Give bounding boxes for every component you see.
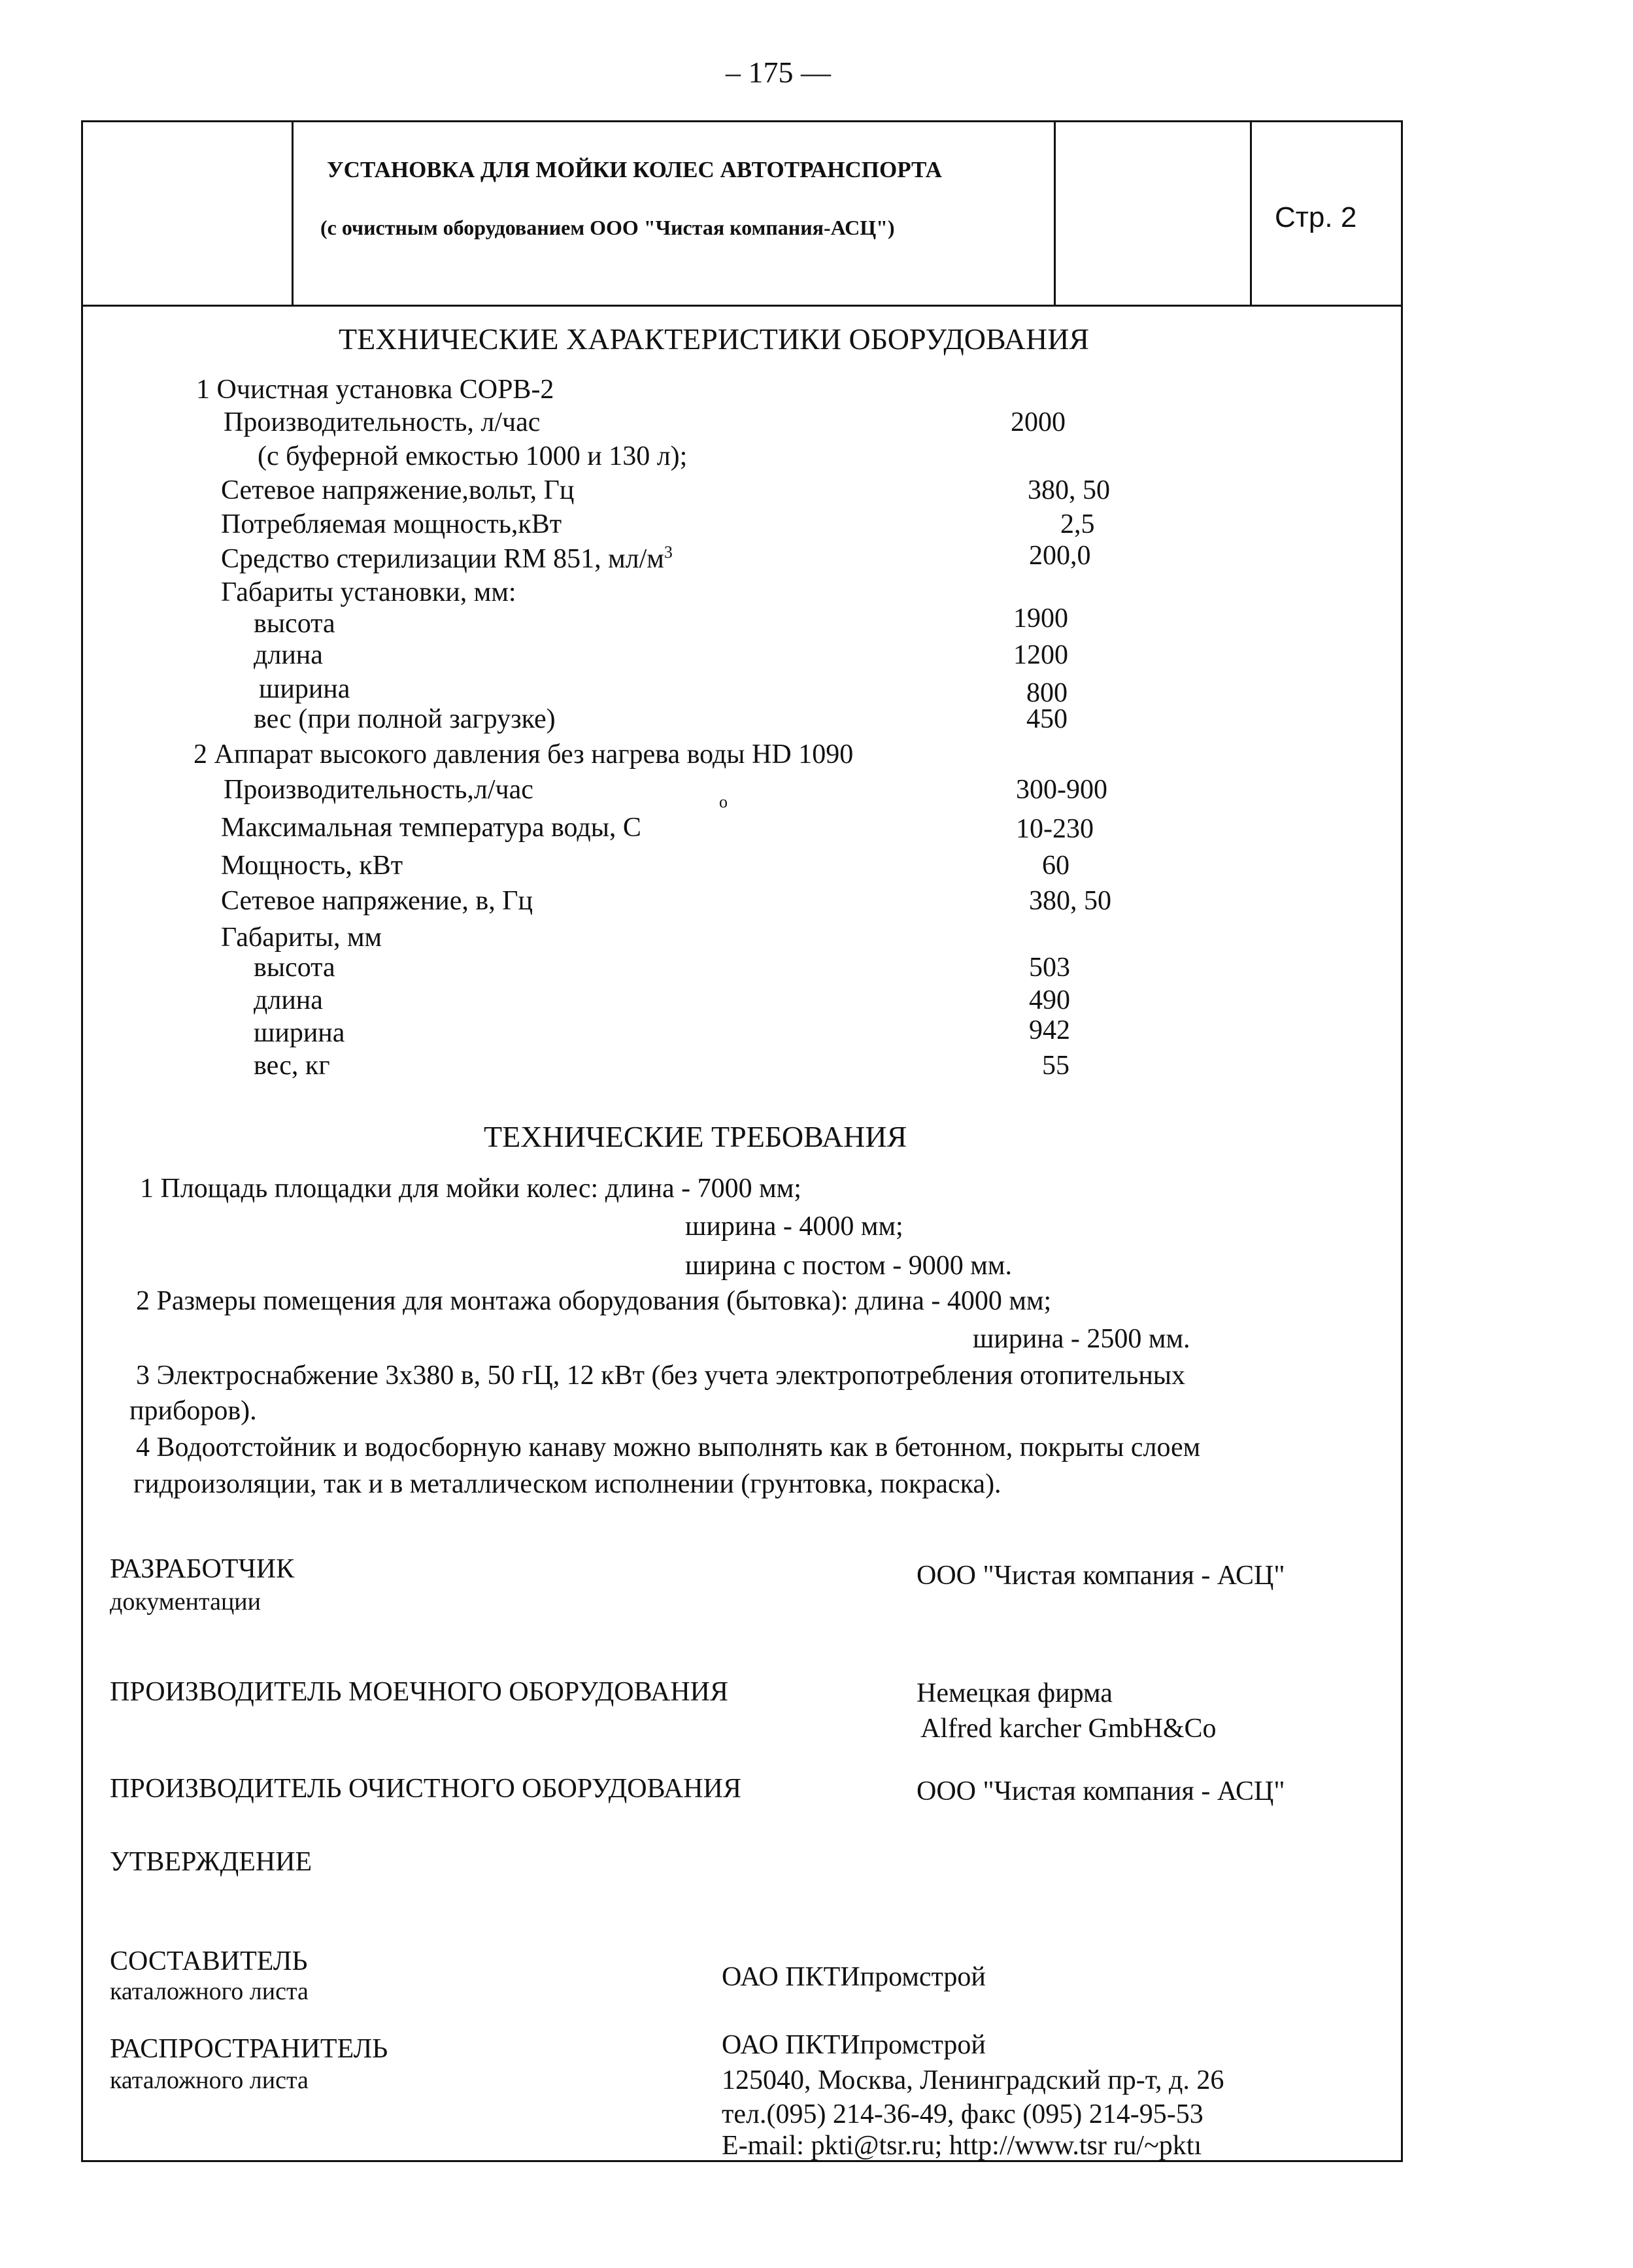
distributor-value: ОАО ПКТИпромстрой — [722, 2030, 986, 2060]
spec-label: Производительность,л/час — [224, 775, 533, 805]
requirement-item: ширина - 4000 мм; — [685, 1211, 903, 1242]
developer-sublabel: документации — [110, 1588, 261, 1616]
header-divider — [81, 305, 1403, 307]
spec-item-title: 1 Очистная установка СОРВ-2 — [196, 375, 554, 405]
spec-value: 300-900 — [1016, 775, 1107, 805]
spec-label: ширина — [254, 1018, 345, 1048]
header-divider-vertical — [292, 120, 294, 306]
spec-label: Габариты, мм — [221, 922, 382, 953]
spec-value: 2000 — [1011, 407, 1066, 437]
clean-manufacturer-label: ПРОИЗВОДИТЕЛЬ ОЧИСТНОГО ОБОРУДОВАНИЯ — [110, 1774, 741, 1804]
spec-value: 1200 — [1013, 640, 1068, 670]
distributor-contacts: E-mail: pkti@tsr.ru; http://www.tsr ru/~pktı — [722, 2131, 1202, 2161]
spec-value: 450 — [1026, 704, 1068, 734]
spec-label: Габариты установки, мм: — [221, 577, 516, 607]
wash-manufacturer-label: ПРОИЗВОДИТЕЛЬ МОЕЧНОГО ОБОРУДОВАНИЯ — [110, 1677, 729, 1707]
requirements-heading: ТЕХНИЧЕСКИЕ ТРЕБОВАНИЯ — [484, 1120, 907, 1153]
header-title: УСТАНОВКА ДЛЯ МОЙКИ КОЛЕС АВТОТРАНСПОРТА — [327, 157, 942, 182]
requirement-item: 1 Площадь площадки для мойки колес: длина - 7000 мм; — [140, 1174, 801, 1204]
spec-value: 380, 50 — [1029, 886, 1111, 916]
spec-value: 55 — [1042, 1051, 1069, 1081]
spec-label-text: Средство стерилизации RM 851, мл/м — [221, 544, 664, 574]
header-page-label: Стр. 2 — [1275, 201, 1357, 233]
requirement-item: 2 Размеры помещения для монтажа оборудования (бытовка): длина - 4000 мм; — [136, 1286, 1052, 1316]
requirement-item: гидроизоляции, так и в металлическом исполнении (грунтовка, покраска). — [133, 1469, 1002, 1499]
spec-label: Максимальная температура воды, С — [221, 813, 641, 843]
spec-label: высота — [254, 609, 335, 639]
requirement-item: ширина с постом - 9000 мм. — [685, 1251, 1012, 1281]
distributor-label: РАСПРОСТРАНИТЕЛЬ — [110, 2034, 388, 2064]
spec-label: (с буферной емкостью 1000 и 130 л); — [258, 441, 688, 471]
distributor-phone: тел.(095) 214-36-49, факс (095) 214-95-53 — [722, 2099, 1204, 2129]
spec-value: 1900 — [1013, 603, 1068, 634]
compiler-sublabel: каталожного листа — [110, 1978, 309, 2005]
spec-label: длина — [254, 985, 323, 1015]
spec-value: 380, 50 — [1028, 475, 1110, 505]
compiler-label: СОСТАВИТЕЛЬ — [110, 1946, 308, 1976]
spec-label: Сетевое напряжение, в, Гц — [221, 886, 533, 916]
spec-value: 490 — [1029, 985, 1070, 1015]
spec-label: вес (при полной загрузке) — [254, 704, 556, 734]
header-divider-vertical — [1250, 120, 1252, 306]
distributor-address: 125040, Москва, Ленинградский пр-т, д. 26 — [722, 2065, 1224, 2095]
spec-label: Производительность, л/час — [224, 407, 541, 437]
spec-label: Мощность, кВт — [221, 851, 403, 881]
superscript: 3 — [664, 543, 673, 562]
spec-label: длина — [254, 640, 323, 670]
spec-value: 942 — [1029, 1015, 1070, 1045]
spec-value: 503 — [1029, 953, 1070, 983]
spec-value: 800 — [1026, 678, 1068, 708]
specs-heading: ТЕХНИЧЕСКИЕ ХАРАКТЕРИСТИКИ ОБОРУДОВАНИЯ — [339, 322, 1090, 356]
distributor-sublabel: каталожного листа — [110, 2067, 309, 2094]
compiler-value: ОАО ПКТИпромстрой — [722, 1962, 986, 1992]
spec-label: Потребляемая мощность,кВт — [221, 509, 562, 539]
spec-item-title: 2 Аппарат высокого давления без нагрева воды HD 1090 — [194, 739, 854, 770]
requirement-item: 4 Водоотстойник и водосборную канаву можно выполнять как в бетонном, покрыты слоем — [136, 1432, 1201, 1463]
spec-value: 200,0 — [1029, 541, 1091, 571]
spec-label: высота — [254, 953, 335, 983]
requirement-item: приборов). — [129, 1396, 257, 1426]
page-number: – 175 — — [726, 56, 831, 89]
clean-manufacturer-value: ООО "Чистая компания - АСЦ" — [917, 1776, 1285, 1806]
spec-value: 2,5 — [1060, 509, 1095, 539]
requirement-item: ширина - 2500 мм. — [973, 1324, 1190, 1354]
header-subtitle: (с очистным оборудованием ООО "Чистая компания-АСЦ") — [320, 216, 895, 239]
spec-label — [221, 543, 673, 575]
wash-manufacturer-value: Немецкая фирма — [917, 1678, 1113, 1708]
spec-label: Сетевое напряжение,вольт, Гц — [221, 475, 575, 505]
degree-sign: o — [719, 792, 728, 811]
spec-label: вес, кг — [254, 1051, 330, 1081]
developer-value: ООО "Чистая компания - АСЦ" — [917, 1561, 1285, 1591]
header-divider-vertical — [1054, 120, 1056, 306]
spec-label: ширина — [259, 674, 350, 704]
requirement-item: 3 Электроснабжение 3х380 в, 50 гЦ, 12 кВт (без учета электропотребления отопительных — [136, 1361, 1186, 1391]
spec-value: 60 — [1042, 851, 1069, 881]
wash-manufacturer-value: Alfred karcher GmbH&Co — [920, 1714, 1217, 1744]
developer-label: РАЗРАБОТЧИК — [110, 1554, 295, 1584]
approval-label: УТВЕРЖДЕНИЕ — [110, 1847, 312, 1877]
spec-value: 10-230 — [1016, 814, 1094, 844]
